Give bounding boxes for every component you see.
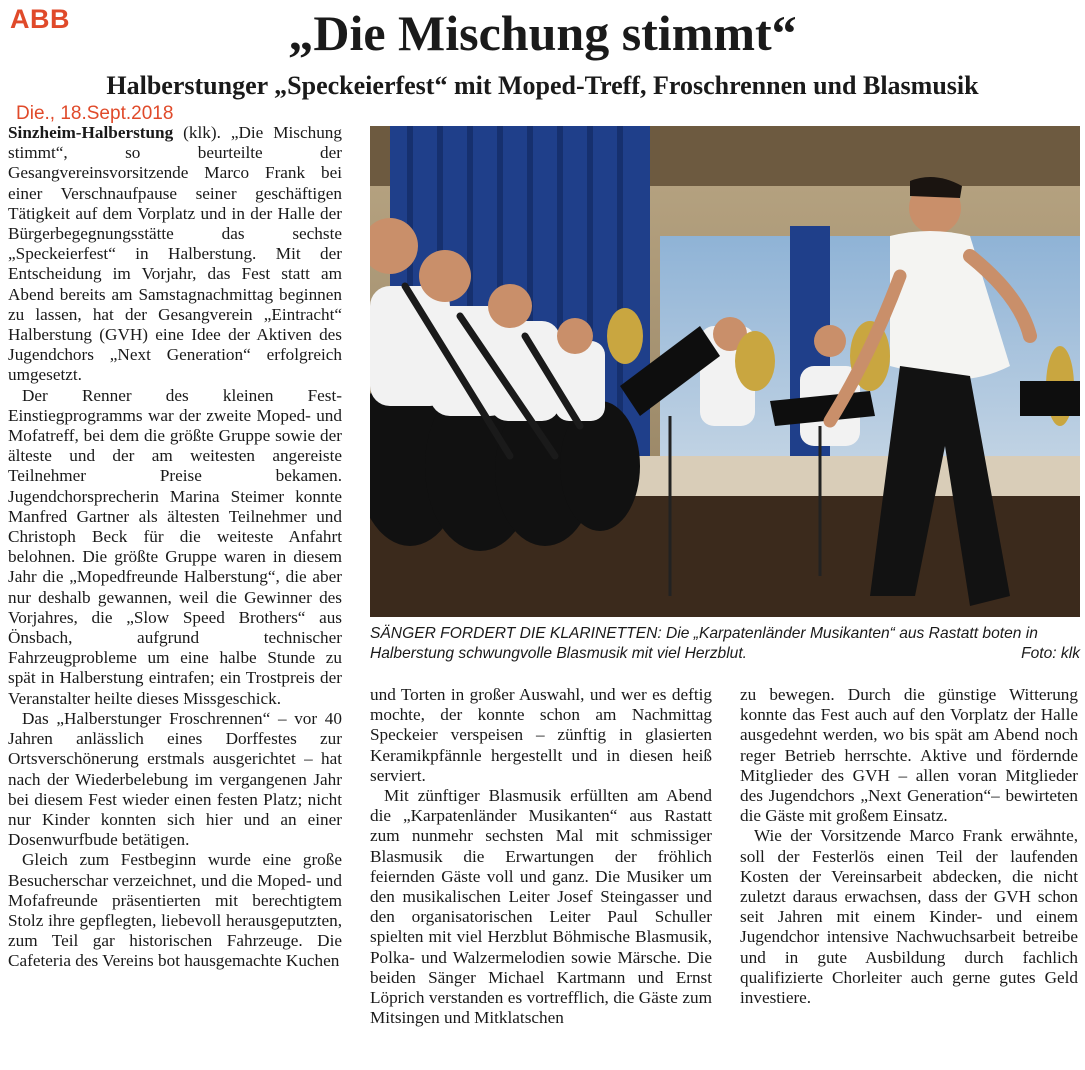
paragraph: Gleich zum Festbeginn wurde eine große Besucherschar verzeichnet, und die Moped- und Mofafreunde präsentierten mit berechtigtem Stolz ihre gepflegten, liebevoll herausgeputzten, zum Teil gar historischen Fahrzeuge. Die Cafeteria des Vereins bot hausgemachte Kuchen [8,850,342,971]
concert-photo [370,126,1080,617]
subheadline: Halberstunger „Speckeierfest“ mit Moped-Treff, Froschrennen und Blasmusik [106,71,979,100]
article-column-2 [370,685,712,1028]
paragraph: und Torten in großer Auswahl, und wer es deftig mochte, der konnte schon am Nachmittag Speckeier verspeisen – zünftig in glasierten Keramikpfännle hergestellt und in diesen heiß serviert. [370,685,712,785]
paragraph: zu bewegen. Durch die günstige Witterung konnte das Fest auch auf den Vorplatz der Halle ausgedehnt werden, wo bis spät am Abend noch reger Betrieb herrschte. Aktive und fördernde Mitglieder des GVH – allen voran Mitglieder des Jugendchors „Next Generation“– bewirteten die Gäste mit großem Einsatz. [740,685,1078,826]
photo-caption [370,624,1080,664]
paragraph: Das „Halberstunger Froschrennen“ – vor 40 Jahren anlässlich eines Dorffestes zur Ortsverschönerung erstmals ausgerichtet – hat nach der Wiederbelebung im vergangenen Jahr bei diesem Fest wieder einen festen Platz; nicht nur Kinder konnten sich hier und an einer Dosenwurfbude betätigen. [8,708,342,850]
caption-lead: SÄNGER FORDERT DIE KLARINETTEN: [370,625,662,642]
photo-credit: Foto: klk [1021,645,1080,662]
paragraph: Wie der Vorsitzende Marco Frank erwähnte, soll der Festerlös einen Teil der laufenden Kosten der Vereinsarbeit abdecken, die nicht zuletzt daraus erwachsen, dass der GVH schon seit Jahren mit einem Kinder- und einem Jugendchor intensive Nachwuchsarbeit betreibe und in gute Ausbildung durch fachlich qualifizierte Chorleiter auch gerne gutes Geld investiere. [740,826,1078,1008]
handwritten-date: Die., 18.Sept.2018 [16,103,174,124]
article-column-1 [8,123,342,972]
paragraph: Sinzheim-Halberstung (klk). „Die Mischung stimmt“, so beurteilte der Gesangvereinsvorsitzende Marco Frank bei einer Verschnaufpause seiner geschäftigen Tätigkeit auf dem Vorplatz und in der Halle der Bürgerbegegnungsstätte das sechste „Speckeierfest“ in Halberstung. Mit der Entscheidung im Vorjahr, das Fest statt am Abend bereits am Samstagnachmittag beginnen zu lassen, hat der Gesangverein „Eintracht“ Halberstung (GVH) eine Idee der Aktiven des Jugendchors „Next Generation“ erfolgreich umgesetzt. [8,123,342,385]
band-performance-illustration [370,126,1080,617]
source-label: ABB [10,4,70,34]
caption-text: Die „Karpatenländer Musikanten“ aus Rastatt boten in Halberstung schwungvolle Blasmusik mit viel Herzblut. [370,625,1038,662]
paragraph: Mit zünftiger Blasmusik erfüllten am Abend die „Karpatenländer Musikanten“ aus Rastatt zum nunmehr sechsten Mal mit schmissiger Blasmusik die Erwartungen der fröhlich feiernden Gäste voll und ganz. Die Musiker um den musikalischen Leiter Josef Steingasser und den organisatorischen Leiter Paul Schuller spielten mit viel Herzblut Böhmische Blasmusik, Polka- und Walzermelodien sowie Märsche. Die beiden Sänger Michael Kartmann und Ernst Löprich verstanden es vortrefflich, die Gäste zum Mitsingen und Mitklatschen [370,786,712,1028]
paragraph: Der Renner des kleinen Fest-Einstiegprogramms war der zweite Moped- und Mofatreff, bei dem die größte Gruppe sowie der älteste und der am weitesten angereiste Teilnehmer Preise bekamen. Jugendchorsprecherin Marina Steimer konnte Manfred Gartner als ältesten Teilnehmer und Christoph Beck für die weiteste Anfahrt belohnen. Die größte Gruppe waren in diesem Jahr die „Mopedfreunde Halberstung“, die aber nur deshalb gewannen, weil die Gewinner des Vorjahres, die „Slow Speed Brothers“ aus Önsbach, aufgrund technischer Fahrzeugprobleme um eine halbe Stunde zu spät in Halberstung eintrafen; ein Trostpreis der Veranstalter heilte dieses Missgeschick. [8,385,342,708]
headline: „Die Mischung stimmt“ [288,5,797,61]
dateline: Sinzheim-Halberstung [8,123,174,142]
article-column-3 [740,685,1078,1008]
